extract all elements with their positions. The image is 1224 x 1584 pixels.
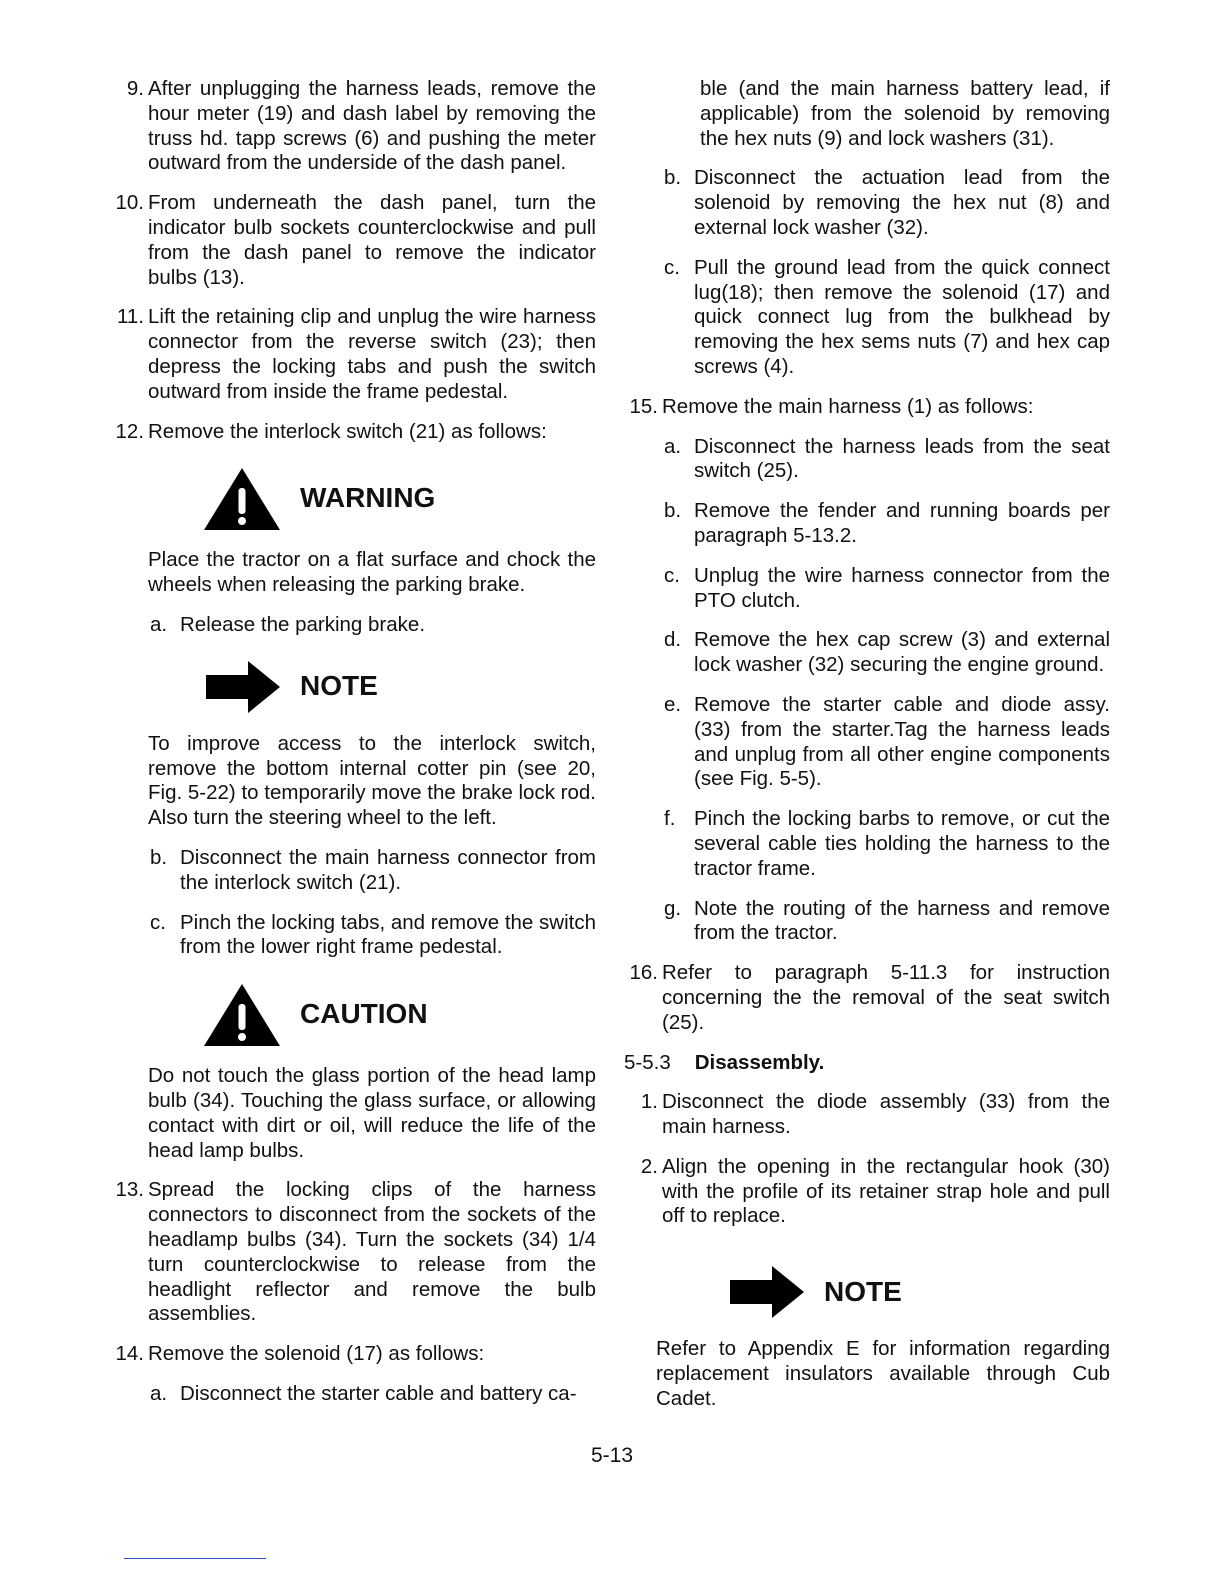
arrow-right-icon [728,1264,808,1320]
step-15e: e. Remove the starter cable and diode assy. (33) from the starter.Tag the harness leads and unplug from all other engine components (see Fig. 5-5). [664,692,1110,791]
step-12a: a. Release the parking brake. [150,612,426,636]
caution-label: CAUTION [300,997,428,1029]
step-16: 16. Refer to paragraph 5-11.3 for instruction concerning the the removal of the seat switch (25). [629,961,1110,1034]
step-15b: b. Remove the fender and running boards per paragraph 5-13.2. [664,499,1110,547]
note-label-2: NOTE [824,1275,902,1307]
section-heading [624,1051,1110,1076]
section-title: Disassembly. [694,1050,825,1074]
warning-label: WARNING [300,481,436,513]
step-14c: c. Pull the ground lead from the quick connect lug(18); then remove the solenoid (17) and quick connect lug from the bulkhead by removing the hex sems nuts (7) and hex cap screws (4). [664,255,1110,378]
caution-triangle-icon [200,980,284,1048]
step-15: 15. Remove the main harness (1) as follows: [629,394,1034,418]
step-15d: d. Remove the hex cap screw (3) and external lock washer (32) securing the engine ground. [664,628,1110,677]
page-number: 5-13 [590,1444,634,1467]
step-15f: f. Pinch the locking barbs to remove, or cut the several cable ties holding the harness to the tractor frame. [664,807,1110,880]
step-12: 12. Remove the interlock switch (21) as follows: [115,419,547,443]
step-13: 13. Spread the locking clips of the harness connectors to disconnect from the sockets of the headlamp bulbs (34). Turn the sockets (34) 1/4 turn counterclockwise to release from the headlight reflector and remove the bulb assemblies. [115,1178,596,1326]
warning-triangle-icon [200,464,284,532]
warning-callout [110,462,596,534]
step-14b: b. Disconnect the actuation lead from the solenoid by removing the hex nut (8) and external lock washer (32). [664,166,1110,239]
note-label-1: NOTE [300,670,378,702]
warning-text: Place the tractor on a flat surface and chock the wheels when releasing the parking brake. [148,548,596,597]
arrow-right-icon [204,659,284,715]
step-15a: a. Disconnect the harness leads from the seat switch (25). [664,434,1110,483]
step-15g: g. Note the routing of the harness and remove from the tractor. [664,896,1110,945]
step-9: 9. After unplugging the harness leads, remove the hour meter (19) and dash label by removing the truss hd. tapp screws (6) and pushing the meter outward from the underside of the dash panel. [126,77,596,175]
caution-callout [110,978,596,1050]
section-number: 5-5.3 [624,1050,671,1074]
note-callout-1 [110,656,596,718]
note-text-2: Refer to Appendix E for information regarding replacement insulators available through Cub Cadet. [656,1337,1110,1410]
step-14a: a. Disconnect the starter cable and battery ca- [150,1381,577,1405]
disassembly-step-1: 1. Disconnect the diode assembly (33) from the main harness. [640,1090,1110,1139]
step-12c: c. Pinch the locking tabs, and remove the switch from the lower right frame pedestal. [150,910,596,959]
step-12b: b. Disconnect the main harness connector from the interlock switch (21). [150,845,596,894]
step-10: 10. From underneath the dash panel, turn the indicator bulb sockets counterclockwise and pull from the dash panel to remove the indicator bulbs (13). [115,191,596,289]
left-column [110,77,596,1422]
footer-rule [124,1558,266,1559]
disassembly-step-2: 2. Align the opening in the rectangular hook (30) with the profile of its retainer strap hole and pull off to replace. [640,1154,1110,1228]
step-15c: c. Unplug the wire harness connector from the PTO clutch. [664,563,1110,612]
caution-text: Do not touch the glass portion of the head lamp bulb (34). Touching the glass surface, or allowing contact with dirt or oil, will reduce the life of the head lamp bulbs. [148,1064,596,1162]
step-14a-continued: ble (and the main harness battery lead, if applicable) from the solenoid by removing the hex nuts (9) and lock washers (31). [700,77,1110,150]
right-column [624,77,1110,1427]
note-callout-2 [624,1261,1110,1323]
step-14: 14. Remove the solenoid (17) as follows: [115,1342,485,1366]
note-text-1: To improve access to the interlock switch, remove the bottom internal cotter pin (see 20, Fig. 5-22) to temporarily move the brake lock rod. Also turn the steering wheel to the left. [148,731,596,830]
step-11: 11. Lift the retaining clip and unplug the wire harness connector from the reverse switch (23); then depress the locking tabs and push the switch outward from inside the frame pedestal. [117,305,596,403]
